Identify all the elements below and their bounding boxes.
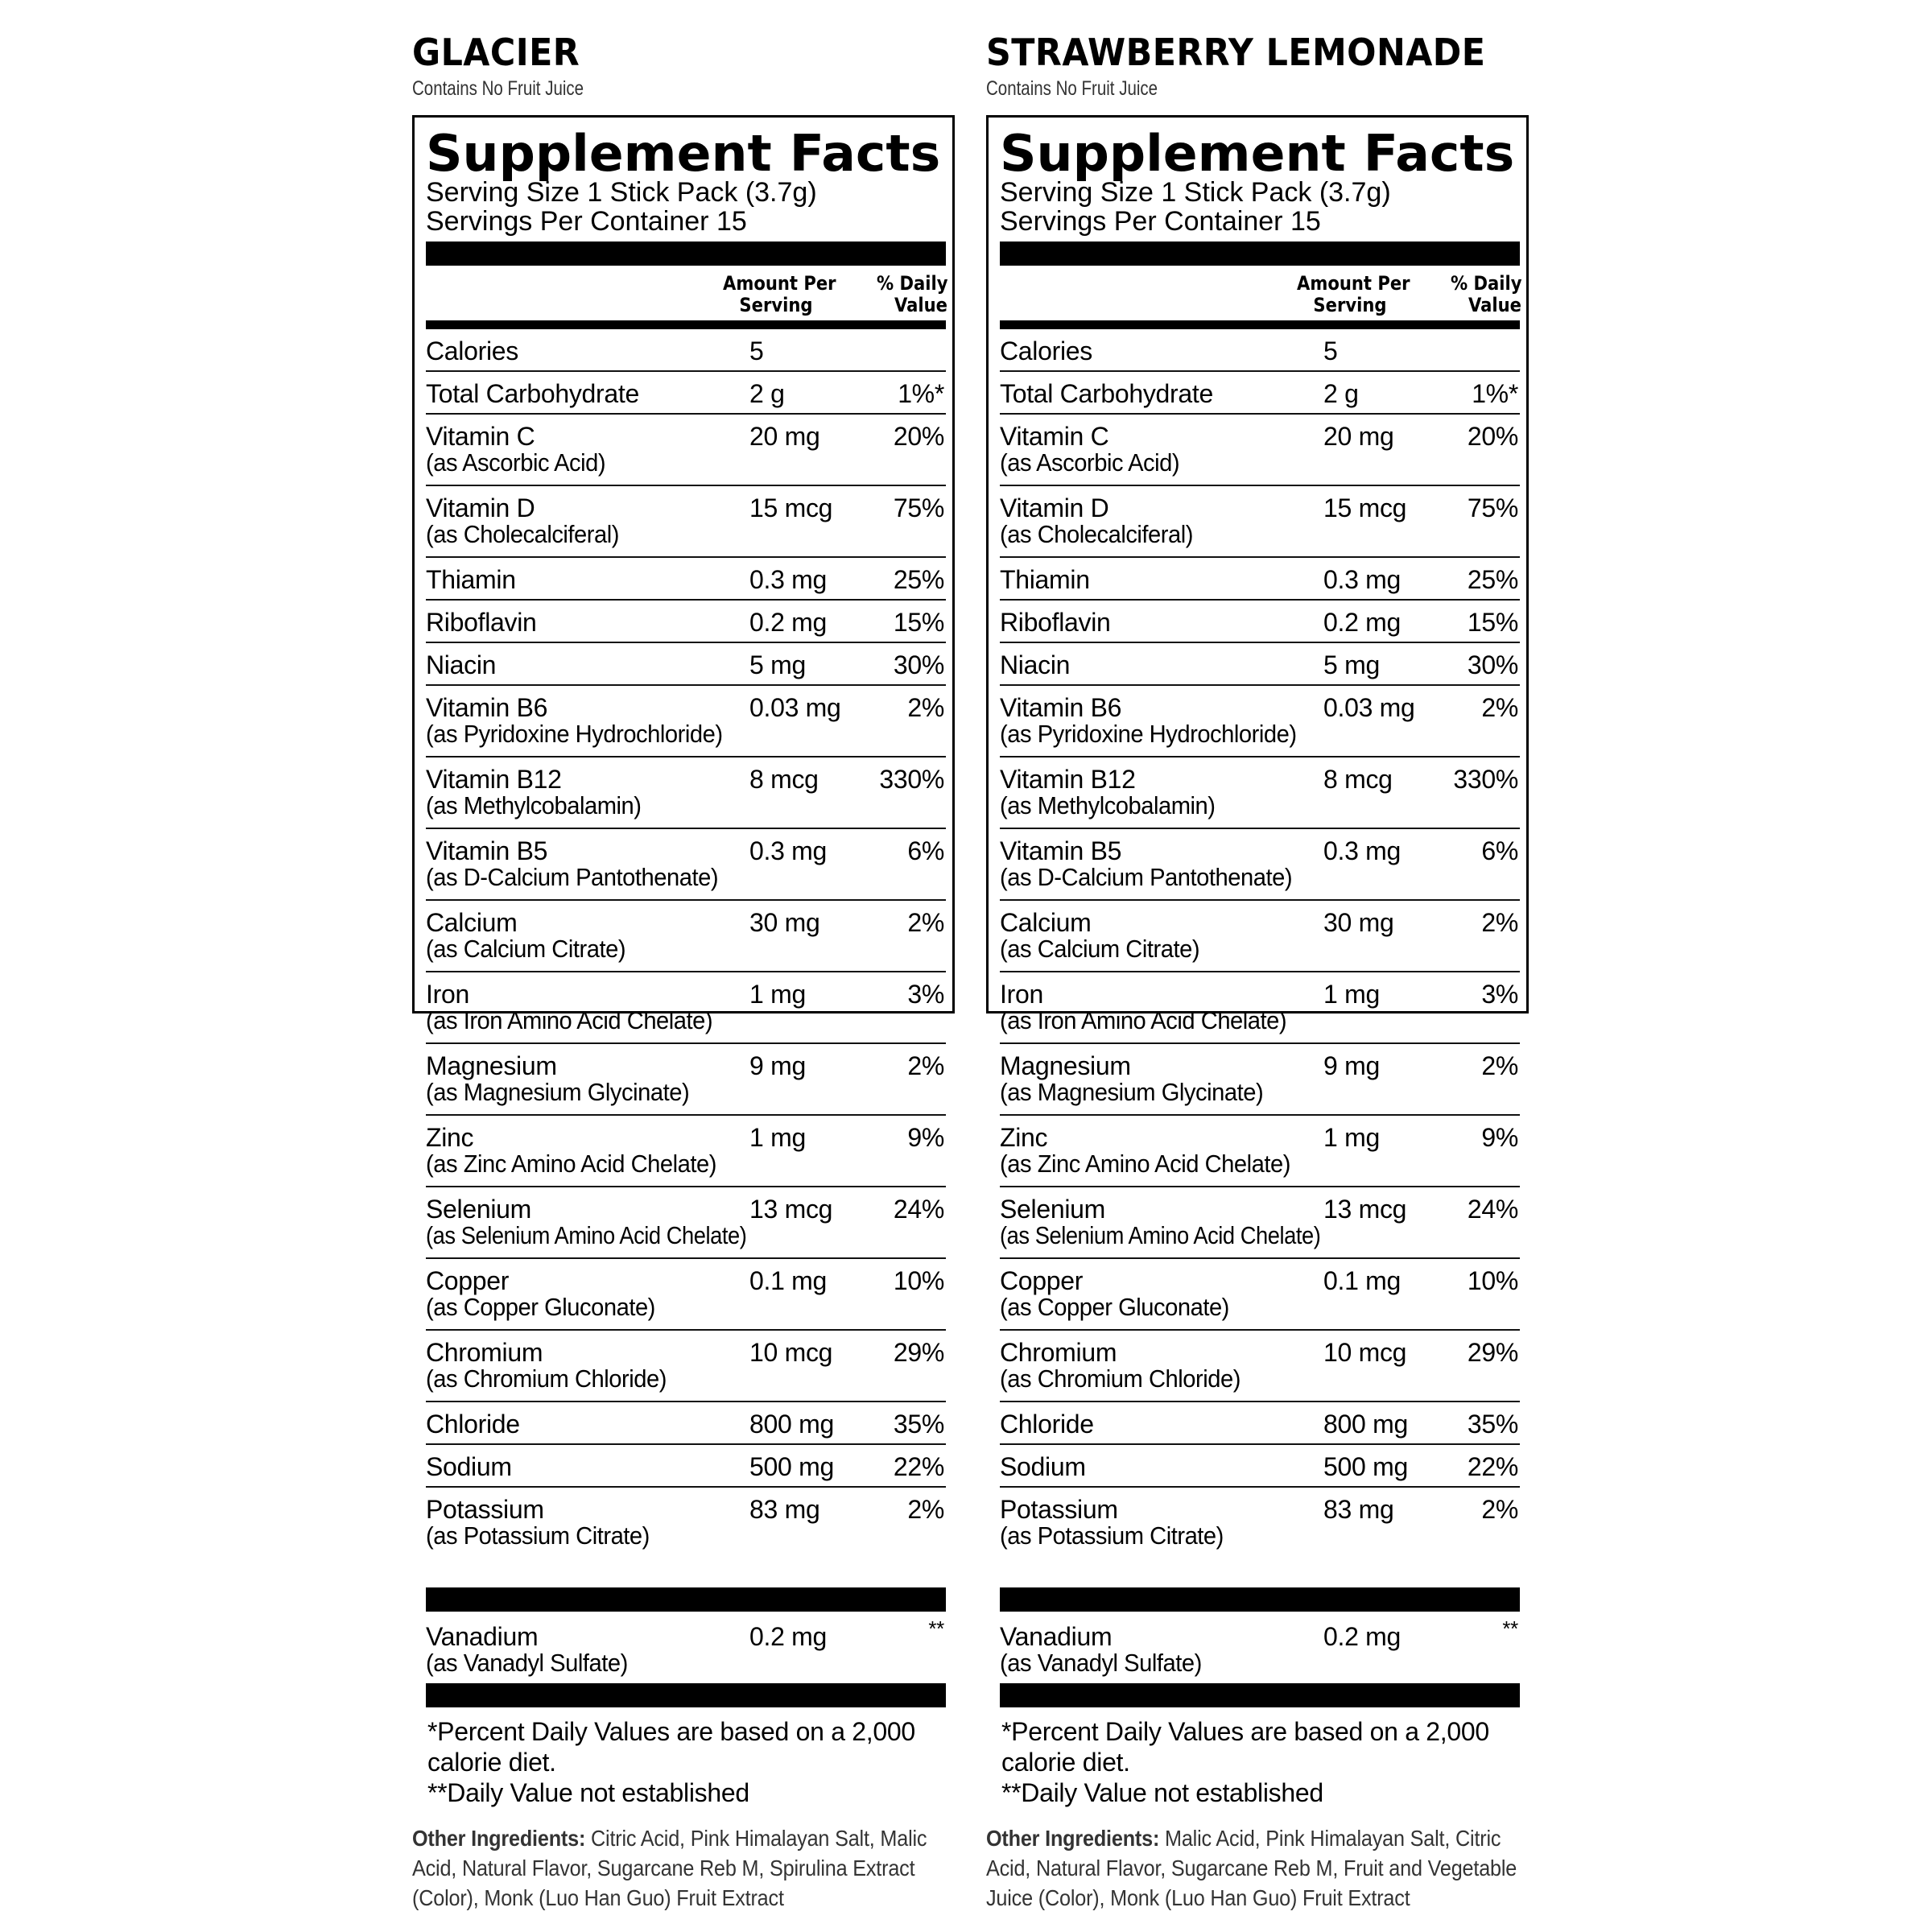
nutrient-daily-value: 10% <box>893 1266 944 1295</box>
nutrient-name: Vitamin C <box>1000 422 1109 451</box>
nutrient-source: (as Methylcobalamin) <box>1000 791 1216 819</box>
nutrient-daily-value: 3% <box>1481 980 1518 1009</box>
nutrient-row <box>1000 1402 1520 1445</box>
nutrient-source: (as Cholecalciferal) <box>1000 520 1194 548</box>
nutrient-name: Total Carbohydrate <box>426 379 639 408</box>
nutrient-amount: 0.2 mg <box>1323 608 1402 637</box>
nutrient-amount: 15 mcg <box>1323 493 1407 522</box>
nutrient-row <box>426 329 946 372</box>
nutrient-source: (as Selenium Amino Acid Chelate) <box>1000 1221 1321 1249</box>
nutrient-daily-value: 330% <box>879 765 944 794</box>
nutrient-name: Selenium <box>1000 1195 1106 1224</box>
nutrient-name: Vitamin B6 <box>426 693 548 722</box>
nutrient-amount: 20 mg <box>749 422 820 451</box>
nutrient-daily-value: 15% <box>893 608 944 637</box>
nutrient-amount: 0.3 mg <box>1323 836 1402 865</box>
nutrient-amount: 2 g <box>749 379 785 408</box>
nutrient-row <box>1000 329 1520 372</box>
nutrient-row <box>426 1187 946 1259</box>
nutrient-name: Riboflavin <box>426 608 537 637</box>
vanadium-row <box>1000 1612 1520 1683</box>
nutrient-daily-value: 24% <box>1467 1195 1518 1224</box>
nutrient-row <box>1000 643 1520 686</box>
nutrient-amount: 1 mg <box>749 980 806 1009</box>
thick-rule <box>426 242 946 266</box>
nutrient-name: Vitamin B12 <box>1000 765 1136 794</box>
nutrient-daily-value: ** <box>928 1616 944 1641</box>
nutrient-daily-value: 2% <box>1481 1051 1518 1080</box>
thick-rule <box>1000 242 1520 266</box>
nutrient-row <box>1000 901 1520 972</box>
nutrient-amount: 0.1 mg <box>1323 1266 1402 1295</box>
nutrient-daily-value: 29% <box>893 1338 944 1367</box>
nutrient-daily-value: 2% <box>1481 1495 1518 1524</box>
nutrient-name: Chromium <box>1000 1338 1117 1367</box>
juice-note: Contains No Fruit Juice <box>986 77 1158 100</box>
nutrient-daily-value: 2% <box>907 693 944 722</box>
nutrient-row <box>1000 415 1520 486</box>
nutrient-source: (as Magnesium Glycinate) <box>426 1078 690 1106</box>
nutrient-source: (as Zinc Amino Acid Chelate) <box>426 1150 716 1178</box>
nutrient-row <box>1000 558 1520 601</box>
nutrient-daily-value: 9% <box>1481 1123 1518 1152</box>
nutrient-amount: 1 mg <box>749 1123 806 1152</box>
nutrient-name: Copper <box>426 1266 510 1295</box>
nutrient-name: Potassium <box>426 1495 544 1524</box>
nutrient-daily-value: 2% <box>1481 908 1518 937</box>
supplement-facts-panel <box>986 115 1529 1807</box>
nutrient-source: (as Vanadyl Sulfate) <box>1000 1649 1202 1677</box>
nutrient-source: (as Potassium Citrate) <box>1000 1521 1224 1550</box>
nutrient-amount: 0.2 mg <box>749 1622 828 1651</box>
serving-size: Serving Size 1 Stick Pack (3.7g) <box>1000 177 1391 208</box>
footnote-percent-dv: *Percent Daily Values are based on a 2,000 calorie diet. <box>427 1717 915 1777</box>
nutrient-daily-value: 1%* <box>1472 379 1518 408</box>
thick-rule <box>426 1683 946 1707</box>
nutrient-source: (as Cholecalciferal) <box>426 520 620 548</box>
nutrient-name: Vitamin C <box>426 422 535 451</box>
daily-value-header: % Daily Value <box>877 272 948 316</box>
footnotes <box>427 1716 943 1808</box>
nutrient-amount: 13 mcg <box>749 1195 833 1224</box>
nutrient-name: Vitamin B5 <box>426 836 548 865</box>
nutrient-row <box>1000 486 1520 558</box>
nutrient-daily-value: 35% <box>893 1410 944 1439</box>
nutrient-amount: 0.3 mg <box>749 565 828 594</box>
vanadium-row <box>426 1612 946 1683</box>
other-ingredients-label: Other Ingredients: <box>412 1826 586 1851</box>
nutrient-daily-value: 2% <box>1481 693 1518 722</box>
nutrient-source: (as Ascorbic Acid) <box>1000 448 1180 477</box>
nutrient-daily-value: 15% <box>1467 608 1518 637</box>
nutrient-name: Total Carbohydrate <box>1000 379 1213 408</box>
nutrient-row <box>1000 601 1520 643</box>
thick-rule <box>1000 1587 1520 1612</box>
nutrient-name: Sodium <box>1000 1452 1086 1481</box>
nutrient-row <box>426 829 946 901</box>
nutrient-name: Selenium <box>426 1195 532 1224</box>
nutrient-row <box>426 1488 946 1559</box>
nutrient-amount: 83 mg <box>1323 1495 1394 1524</box>
nutrient-name: Calories <box>1000 336 1092 365</box>
nutrient-amount: 0.3 mg <box>749 836 828 865</box>
nutrient-daily-value: 6% <box>907 836 944 865</box>
nutrient-amount: 800 mg <box>1323 1410 1408 1439</box>
nutrient-daily-value: 2% <box>907 1051 944 1080</box>
nutrient-amount: 2 g <box>1323 379 1359 408</box>
nutrient-row <box>1000 1445 1520 1488</box>
nutrient-row <box>1000 1116 1520 1187</box>
nutrient-row <box>1000 758 1520 829</box>
nutrient-name: Vanadium <box>1000 1622 1113 1651</box>
nutrient-source: (as Iron Amino Acid Chelate) <box>426 1006 713 1034</box>
nutrient-amount: 10 mcg <box>749 1338 833 1367</box>
nutrient-amount: 5 <box>1323 336 1338 365</box>
nutrient-daily-value: 20% <box>893 422 944 451</box>
nutrient-amount: 800 mg <box>749 1410 834 1439</box>
nutrient-row <box>426 1445 946 1488</box>
juice-note: Contains No Fruit Juice <box>412 77 584 100</box>
nutrient-source: (as Copper Gluconate) <box>1000 1293 1229 1321</box>
nutrient-amount: 30 mg <box>1323 908 1394 937</box>
nutrient-amount: 0.3 mg <box>1323 565 1402 594</box>
daily-value-header: % Daily Value <box>1451 272 1522 316</box>
nutrient-row <box>1000 686 1520 758</box>
nutrient-amount: 30 mg <box>749 908 820 937</box>
nutrient-name: Vanadium <box>426 1622 539 1651</box>
nutrient-amount: 15 mcg <box>749 493 833 522</box>
serving-size: Serving Size 1 Stick Pack (3.7g) <box>426 177 817 208</box>
nutrient-daily-value: 35% <box>1467 1410 1518 1439</box>
nutrient-source: (as Vanadyl Sulfate) <box>426 1649 628 1677</box>
nutrient-name: Vitamin B6 <box>1000 693 1122 722</box>
nutrient-amount: 1 mg <box>1323 1123 1380 1152</box>
nutrient-row <box>1000 1187 1520 1259</box>
nutrient-daily-value: 22% <box>1467 1452 1518 1481</box>
nutrient-source: (as Chromium Chloride) <box>426 1364 667 1393</box>
nutrient-amount: 8 mcg <box>749 765 819 794</box>
nutrient-row <box>1000 1044 1520 1116</box>
nutrient-row <box>1000 829 1520 901</box>
nutrient-source: (as Zinc Amino Acid Chelate) <box>1000 1150 1290 1178</box>
nutrient-amount: 0.2 mg <box>1323 1622 1402 1651</box>
nutrient-amount: 9 mg <box>1323 1051 1380 1080</box>
nutrient-amount: 0.03 mg <box>1323 693 1415 722</box>
nutrient-name: Zinc <box>426 1123 474 1152</box>
nutrient-source: (as D-Calcium Pantothenate) <box>426 863 719 891</box>
nutrient-daily-value: 10% <box>1467 1266 1518 1295</box>
servings-per-container: Servings Per Container 15 <box>1000 206 1321 237</box>
other-ingredients-text: Citric Acid, Pink Himalayan Salt, Malic Acid, Natural Flavor, Sugarcane Reb M, Spirulina Extract (Color), Monk (Luo Han Guo) Fruit Extract <box>412 1826 927 1910</box>
servings-per-container: Servings Per Container 15 <box>426 206 747 237</box>
nutrient-amount: 10 mcg <box>1323 1338 1407 1367</box>
nutrient-row <box>426 1259 946 1331</box>
nutrient-daily-value: 2% <box>907 1495 944 1524</box>
nutrient-name: Magnesium <box>1000 1051 1131 1080</box>
nutrient-daily-value: 20% <box>1467 422 1518 451</box>
nutrient-source: (as Ascorbic Acid) <box>426 448 606 477</box>
nutrient-name: Chloride <box>426 1410 520 1439</box>
nutrient-name: Vitamin D <box>1000 493 1109 522</box>
nutrient-daily-value: 75% <box>1467 493 1518 522</box>
nutrient-source: (as Iron Amino Acid Chelate) <box>1000 1006 1287 1034</box>
nutrient-source: (as Chromium Chloride) <box>1000 1364 1241 1393</box>
nutrient-daily-value: 30% <box>893 650 944 679</box>
nutrient-name: Thiamin <box>1000 565 1090 594</box>
footnote-dv-not-established: **Daily Value not established <box>427 1778 749 1807</box>
nutrient-daily-value: 3% <box>907 980 944 1009</box>
nutrient-name: Copper <box>1000 1266 1084 1295</box>
nutrient-amount: 13 mcg <box>1323 1195 1407 1224</box>
nutrient-name: Chromium <box>426 1338 543 1367</box>
other-ingredients <box>412 1823 967 1913</box>
nutrient-amount: 1 mg <box>1323 980 1380 1009</box>
nutrient-name: Calcium <box>426 908 518 937</box>
nutrient-source: (as Calcium Citrate) <box>1000 935 1200 963</box>
nutrient-row <box>426 372 946 415</box>
header-rule <box>426 320 946 329</box>
nutrient-amount: 20 mg <box>1323 422 1394 451</box>
nutrient-name: Chloride <box>1000 1410 1094 1439</box>
nutrient-row <box>426 1331 946 1402</box>
nutrient-row <box>1000 1488 1520 1559</box>
footnote-percent-dv: *Percent Daily Values are based on a 2,000 calorie diet. <box>1001 1717 1489 1777</box>
nutrient-row <box>426 686 946 758</box>
nutrient-name: Vitamin B12 <box>426 765 562 794</box>
nutrient-source: (as Pyridoxine Hydrochloride) <box>1000 720 1297 748</box>
nutrient-daily-value: 29% <box>1467 1338 1518 1367</box>
nutrient-daily-value: 30% <box>1467 650 1518 679</box>
nutrient-rows <box>1000 329 1520 1559</box>
nutrient-source: (as Calcium Citrate) <box>426 935 626 963</box>
thick-rule <box>1000 1683 1520 1707</box>
nutrient-daily-value: ** <box>1502 1616 1518 1641</box>
nutrient-row <box>1000 1259 1520 1331</box>
nutrient-source: (as Selenium Amino Acid Chelate) <box>426 1221 747 1249</box>
nutrient-daily-value: 1%* <box>898 379 944 408</box>
nutrient-name: Magnesium <box>426 1051 557 1080</box>
nutrient-amount: 5 mg <box>1323 650 1380 679</box>
nutrient-source: (as Copper Gluconate) <box>426 1293 655 1321</box>
nutrient-amount: 8 mcg <box>1323 765 1393 794</box>
nutrient-source: (as Methylcobalamin) <box>426 791 642 819</box>
nutrient-row <box>426 1402 946 1445</box>
amount-per-serving-header: Amount Per Serving <box>723 272 836 316</box>
nutrient-daily-value: 6% <box>1481 836 1518 865</box>
nutrient-amount: 500 mg <box>749 1452 834 1481</box>
nutrient-amount: 9 mg <box>749 1051 806 1080</box>
thick-rule <box>426 1587 946 1612</box>
nutrient-row <box>426 1044 946 1116</box>
flavor-name: STRAWBERRY LEMONADE <box>986 31 1486 74</box>
nutrient-name: Iron <box>426 980 469 1009</box>
other-ingredients-label: Other Ingredients: <box>986 1826 1160 1851</box>
nutrient-row <box>426 558 946 601</box>
nutrient-name: Calcium <box>1000 908 1092 937</box>
nutrient-daily-value: 25% <box>893 565 944 594</box>
nutrient-name: Niacin <box>426 650 497 679</box>
nutrient-row <box>426 972 946 1044</box>
nutrient-source: (as D-Calcium Pantothenate) <box>1000 863 1293 891</box>
other-ingredients <box>986 1823 1541 1913</box>
nutrient-name: Calories <box>426 336 518 365</box>
footnote-dv-not-established: **Daily Value not established <box>1001 1778 1323 1807</box>
nutrient-name: Thiamin <box>426 565 516 594</box>
nutrient-name: Vitamin B5 <box>1000 836 1122 865</box>
panel-title: Supplement Facts <box>426 124 941 183</box>
nutrient-amount: 83 mg <box>749 1495 820 1524</box>
nutrient-daily-value: 9% <box>907 1123 944 1152</box>
nutrient-daily-value: 25% <box>1467 565 1518 594</box>
nutrient-row <box>426 601 946 643</box>
nutrient-row <box>426 415 946 486</box>
nutrient-name: Niacin <box>1000 650 1071 679</box>
nutrient-name: Zinc <box>1000 1123 1048 1152</box>
nutrient-row <box>1000 972 1520 1044</box>
nutrient-daily-value: 22% <box>893 1452 944 1481</box>
nutrient-row <box>1000 1331 1520 1402</box>
nutrient-daily-value: 2% <box>907 908 944 937</box>
header-rule <box>1000 320 1520 329</box>
nutrient-name: Iron <box>1000 980 1043 1009</box>
supplement-facts-panel <box>412 115 955 1807</box>
nutrient-name: Vitamin D <box>426 493 535 522</box>
nutrient-name: Riboflavin <box>1000 608 1111 637</box>
other-ingredients-text: Malic Acid, Pink Himalayan Salt, Citric Acid, Natural Flavor, Sugarcane Reb M, Fruit and Vegetable Juice (Color), Monk (Luo Han Guo) Fruit Extract <box>986 1826 1517 1910</box>
nutrient-amount: 0.03 mg <box>749 693 841 722</box>
nutrient-row <box>426 901 946 972</box>
nutrient-amount: 500 mg <box>1323 1452 1408 1481</box>
nutrient-amount: 0.2 mg <box>749 608 828 637</box>
nutrient-daily-value: 24% <box>893 1195 944 1224</box>
nutrient-amount: 0.1 mg <box>749 1266 828 1295</box>
nutrient-rows <box>426 329 946 1559</box>
nutrient-row <box>426 643 946 686</box>
nutrient-amount: 5 <box>749 336 764 365</box>
panel-title: Supplement Facts <box>1000 124 1515 183</box>
flavor-name: GLACIER <box>412 31 580 74</box>
nutrient-row <box>426 1116 946 1187</box>
nutrient-source: (as Magnesium Glycinate) <box>1000 1078 1264 1106</box>
nutrient-source: (as Pyridoxine Hydrochloride) <box>426 720 723 748</box>
nutrient-row <box>426 758 946 829</box>
nutrient-source: (as Potassium Citrate) <box>426 1521 650 1550</box>
nutrient-row <box>426 486 946 558</box>
nutrient-amount: 5 mg <box>749 650 806 679</box>
amount-per-serving-header: Amount Per Serving <box>1297 272 1410 316</box>
nutrient-name: Sodium <box>426 1452 512 1481</box>
nutrient-row <box>1000 372 1520 415</box>
nutrient-daily-value: 75% <box>893 493 944 522</box>
nutrient-daily-value: 330% <box>1453 765 1518 794</box>
nutrient-name: Potassium <box>1000 1495 1118 1524</box>
footnotes <box>1001 1716 1517 1808</box>
